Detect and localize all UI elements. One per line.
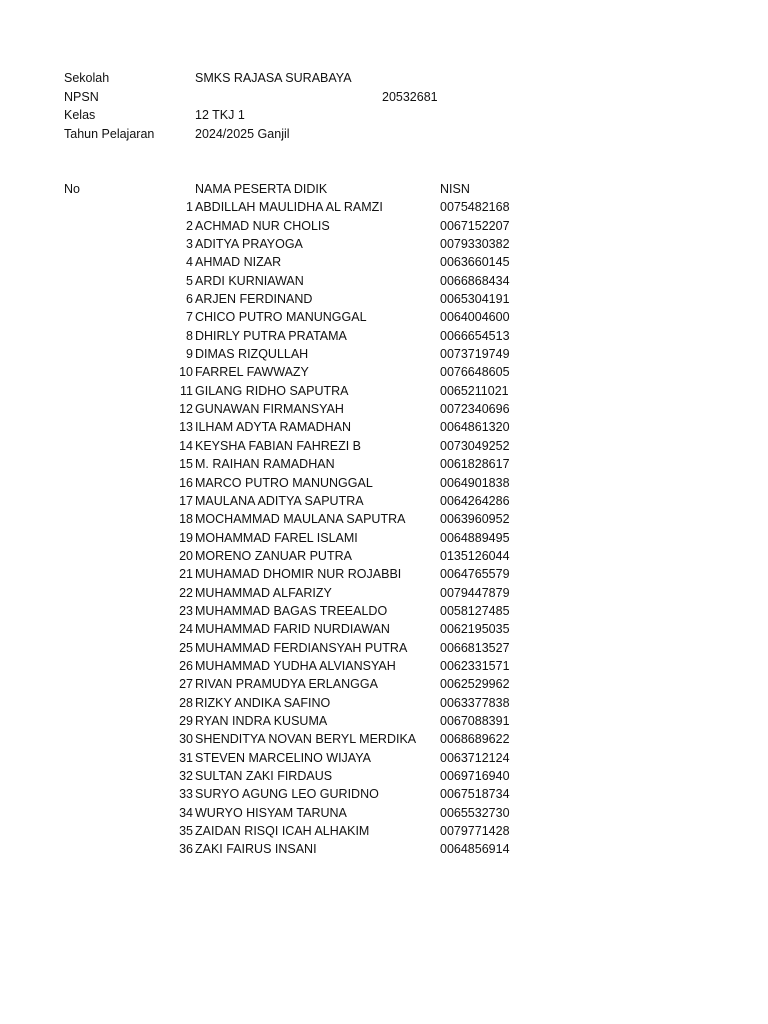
student-nisn: 0079771428: [440, 824, 510, 839]
kelas-label: Kelas: [64, 108, 96, 122]
row-number: 4: [186, 255, 193, 270]
header-name: NAMA PESERTA DIDIK: [195, 182, 328, 196]
row-number: 20: [179, 548, 193, 563]
row-number: 17: [179, 493, 193, 508]
table-row: [64, 584, 544, 602]
student-name: MORENO ZANUAR PUTRA: [195, 548, 352, 563]
table-row: [64, 730, 544, 748]
student-nisn: 0076648605: [440, 365, 510, 380]
row-number: 9: [186, 347, 193, 362]
row-number: 12: [179, 402, 193, 417]
row-number: 36: [179, 842, 193, 857]
student-table: [64, 180, 544, 859]
table-row: [64, 290, 544, 308]
student-nisn: 0135126044: [440, 548, 510, 563]
student-nisn: 0073719749: [440, 347, 510, 362]
student-name: GILANG RIDHO SAPUTRA: [195, 383, 349, 398]
student-name: SULTAN ZAKI FIRDAUS: [195, 769, 333, 783]
table-row: [64, 345, 544, 363]
student-name: KEYSHA FABIAN FAHREZI B: [195, 438, 362, 453]
npsn-label: NPSN: [64, 89, 99, 104]
row-number: 34: [179, 805, 193, 820]
student-nisn: 0063660145: [440, 255, 510, 270]
table-row: [64, 437, 544, 455]
student-name: MARCO PUTRO MANUNGGAL: [195, 475, 373, 490]
student-name: MUHAMAD DHOMIR NUR ROJABBI: [195, 567, 402, 582]
student-nisn: 0063377838: [440, 695, 510, 710]
student-nisn: 0066868434: [440, 273, 510, 288]
student-nisn: 0066654513: [440, 328, 510, 343]
student-nisn: 0079330382: [440, 237, 510, 252]
table-row: [64, 675, 544, 693]
table-row: [64, 492, 544, 510]
student-name: ARDI KURNIAWAN: [195, 273, 304, 288]
student-name: MUHAMMAD FARID NURDIAWAN: [195, 622, 390, 637]
student-name: ADITYA PRAYOGA: [195, 237, 303, 252]
header-nisn: NISN: [440, 182, 470, 196]
table-row: [64, 400, 544, 418]
row-number: 7: [186, 310, 193, 325]
table-row: [64, 363, 544, 381]
row-number: 31: [179, 750, 193, 765]
info-row-tahun-pelajaran: [64, 125, 484, 144]
student-name: ABDILLAH MAULIDHA AL RAMZI: [195, 200, 383, 215]
student-nisn: 0062331571: [440, 658, 510, 673]
table-row: [64, 547, 544, 565]
student-nisn: 0062529962: [440, 677, 510, 692]
row-number: 16: [179, 475, 193, 490]
student-name: ZAIDAN RISQI ICAH ALHAKIM: [195, 824, 370, 839]
table-row: [64, 712, 544, 730]
student-name: MAULANA ADITYA SAPUTRA: [195, 493, 364, 508]
row-number: 29: [179, 713, 193, 728]
sekolah-value: SMKS RAJASA SURABAYA: [195, 71, 352, 85]
row-number: 32: [179, 769, 193, 783]
student-nisn: 0075482168: [440, 200, 510, 215]
table-row: [64, 565, 544, 583]
table-row: [64, 749, 544, 767]
info-row-sekolah: [64, 69, 484, 88]
table-row: [64, 253, 544, 271]
student-name: M. RAIHAN RAMADHAN: [195, 457, 335, 472]
student-name: MOCHAMMAD MAULANA SAPUTRA: [195, 512, 406, 527]
table-row: [64, 639, 544, 657]
row-number: 27: [179, 677, 193, 692]
table-row: [64, 804, 544, 822]
table-row: [64, 694, 544, 712]
table-row: [64, 657, 544, 675]
class-info-block: [64, 69, 484, 143]
student-nisn: 0064264286: [440, 493, 510, 508]
student-name: MUHAMMAD BAGAS TREEALDO: [195, 603, 388, 618]
student-nisn: 0065211021: [440, 383, 509, 398]
student-name: MUHAMMAD ALFARIZY: [195, 585, 332, 600]
npsn-value: 20532681: [382, 89, 438, 104]
info-row-kelas: [64, 106, 484, 125]
student-name: STEVEN MARCELINO WIJAYA: [195, 750, 371, 765]
table-row: [64, 272, 544, 290]
row-number: 35: [179, 824, 193, 839]
row-number: 19: [179, 530, 193, 545]
student-nisn: 0067518734: [440, 787, 510, 802]
table-header-row: [64, 180, 544, 198]
header-no: No: [64, 182, 80, 196]
tahun-pelajaran-label: Tahun Pelajaran: [64, 126, 155, 141]
row-number: 23: [179, 603, 193, 618]
student-nisn: 0063960952: [440, 512, 510, 527]
row-number: 10: [179, 365, 193, 380]
row-number: 26: [179, 658, 193, 673]
row-number: 13: [179, 420, 193, 435]
student-name: DHIRLY PUTRA PRATAMA: [195, 328, 347, 343]
row-number: 24: [179, 622, 193, 637]
table-row: [64, 529, 544, 547]
student-nisn: 0067088391: [440, 713, 510, 728]
student-nisn: 0064004600: [440, 310, 510, 325]
row-number: 2: [186, 218, 193, 233]
row-number: 14: [179, 438, 193, 453]
student-nisn: 0063712124: [440, 750, 510, 765]
row-number: 21: [179, 567, 193, 582]
student-name: ILHAM ADYTA RAMADHAN: [195, 420, 352, 435]
table-row: [64, 217, 544, 235]
table-row: [64, 327, 544, 345]
student-nisn: 0064901838: [440, 475, 510, 490]
row-number: 25: [179, 640, 193, 655]
student-nisn: 0065532730: [440, 805, 510, 820]
sekolah-label: Sekolah: [64, 71, 110, 85]
table-row: [64, 822, 544, 840]
table-row: [64, 767, 544, 785]
table-row: [64, 235, 544, 253]
table-row: [64, 510, 544, 528]
table-row: [64, 620, 544, 638]
student-name: MUHAMMAD FERDIANSYAH PUTRA: [195, 640, 408, 655]
kelas-value: 12 TKJ 1: [195, 108, 245, 122]
info-row-npsn: [64, 88, 484, 107]
table-row: [64, 455, 544, 473]
row-number: 18: [179, 512, 193, 527]
student-name: ZAKI FAIRUS INSANI: [195, 842, 317, 857]
student-nisn: 0065304191: [440, 292, 510, 307]
student-nisn: 0066813527: [440, 640, 510, 655]
student-name: SURYO AGUNG LEO GURIDNO: [195, 787, 379, 802]
student-name: MUHAMMAD YUDHA ALVIANSYAH: [195, 658, 396, 673]
row-number: 3: [186, 237, 193, 252]
student-name: SHENDITYA NOVAN BERYL MERDIKA: [195, 732, 417, 747]
student-nisn: 0061828617: [440, 457, 510, 472]
student-nisn: 0064861320: [440, 420, 510, 435]
student-nisn: 0064856914: [440, 842, 510, 857]
student-name: ACHMAD NUR CHOLIS: [195, 218, 330, 233]
row-number: 1: [186, 200, 193, 215]
table-row: [64, 785, 544, 803]
student-nisn: 0073049252: [440, 438, 510, 453]
student-name: RYAN INDRA KUSUMA: [195, 713, 328, 728]
student-name: ARJEN FERDINAND: [195, 292, 313, 307]
table-row: [64, 308, 544, 326]
table-row: [64, 474, 544, 492]
tahun-pelajaran-value: 2024/2025 Ganjil: [195, 126, 290, 141]
student-name: CHICO PUTRO MANUNGGAL: [195, 310, 367, 325]
student-nisn: 0062195035: [440, 622, 510, 637]
student-name: MOHAMMAD FAREL ISLAMI: [195, 530, 358, 545]
student-nisn: 0069716940: [440, 769, 510, 783]
student-nisn: 0058127485: [440, 603, 510, 618]
student-name: RIZKY ANDIKA SAFINO: [195, 695, 331, 710]
row-number: 6: [186, 292, 193, 307]
student-name: RIVAN PRAMUDYA ERLANGGA: [195, 677, 378, 692]
student-nisn: 0068689622: [440, 732, 510, 747]
table-row: [64, 840, 544, 858]
row-number: 8: [186, 328, 193, 343]
student-nisn: 0064765579: [440, 567, 510, 582]
table-row: [64, 602, 544, 620]
student-name: WURYO HISYAM TARUNA: [195, 805, 347, 820]
table-row: [64, 382, 544, 400]
student-name: AHMAD NIZAR: [195, 255, 282, 270]
student-nisn: 0064889495: [440, 530, 510, 545]
table-row: [64, 198, 544, 216]
student-nisn: 0072340696: [440, 402, 510, 417]
row-number: 33: [179, 787, 193, 802]
student-nisn: 0067152207: [440, 218, 510, 233]
student-nisn: 0079447879: [440, 585, 510, 600]
table-body: [64, 198, 544, 858]
row-number: 28: [179, 695, 193, 710]
row-number: 11: [180, 383, 193, 398]
student-name: GUNAWAN FIRMANSYAH: [195, 402, 344, 417]
student-name: FARREL FAWWAZY: [195, 365, 309, 380]
student-name: DIMAS RIZQULLAH: [195, 347, 309, 362]
table-row: [64, 418, 544, 436]
row-number: 22: [179, 585, 193, 600]
row-number: 30: [179, 732, 193, 747]
row-number: 5: [186, 273, 193, 288]
row-number: 15: [179, 457, 193, 472]
